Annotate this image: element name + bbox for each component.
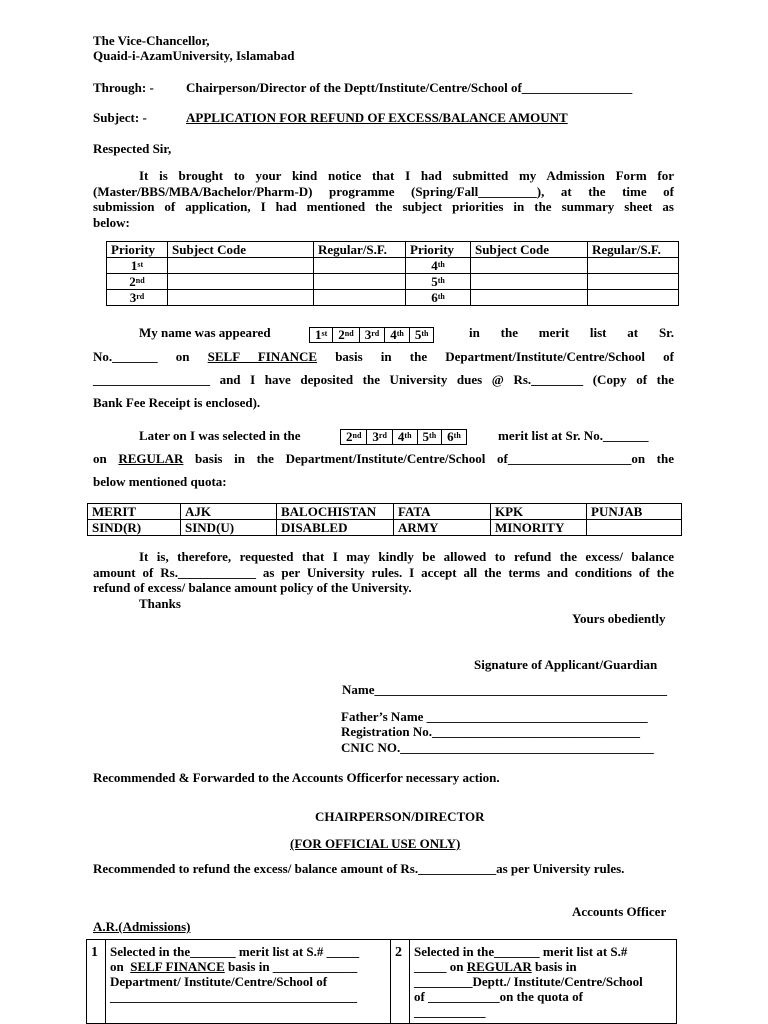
regular-sf-field[interactable]: [588, 290, 679, 306]
quota-cell[interactable]: AJK: [181, 504, 277, 520]
quota-cell[interactable]: MERIT: [88, 504, 181, 520]
row-number: 2: [391, 940, 410, 1024]
table-row: [107, 290, 679, 306]
regular-sf-field[interactable]: [588, 258, 679, 274]
request-paragraph: [93, 549, 674, 596]
signature-label: Signature of Applicant/Guardian: [474, 657, 658, 672]
cell-line: of ___________on the quota of: [414, 989, 584, 1004]
request-line-3: refund of excess/ balance amount policy of the University.: [93, 580, 412, 595]
thanks-text: Thanks: [139, 596, 181, 611]
header-cell: Subject Code: [168, 242, 314, 258]
request-line-2: amount of Rs.____________ as per University rules. I accept all the terms and conditions of the: [93, 564, 674, 580]
merit2-line-2: on REGULAR basis in the Department/Institute/Centre/School of___________________on the: [93, 451, 675, 466]
priority-cell: 1st: [107, 258, 168, 274]
merit-position-checkbox[interactable]: 4th: [392, 429, 418, 445]
merit1-prefix: My name was appeared: [139, 325, 271, 340]
regular-sf-field[interactable]: [314, 290, 406, 306]
table-row: [107, 274, 679, 290]
merit2-line-3: below mentioned quota:: [93, 474, 227, 489]
forward-text: Recommended & Forwarded to the Accounts Officerfor necessary action.: [93, 770, 500, 785]
merit-position-checkbox[interactable]: 3rd: [366, 429, 393, 445]
father-name-field[interactable]: Father’s Name __________________________________: [341, 709, 648, 724]
intro-line-4: below:: [93, 214, 130, 230]
cell-line: [110, 1004, 386, 1019]
yours-obediently: Yours obediently: [572, 611, 666, 626]
registration-field[interactable]: Registration No.________________________________: [341, 724, 640, 739]
official-selection-table: [86, 939, 677, 1024]
ar-admissions-title: A.R.(Admissions): [93, 919, 191, 934]
subject-code-field[interactable]: [168, 290, 314, 306]
cell-line: Selected in the_______ merit list at S.# _____: [110, 944, 360, 959]
intro-paragraph: [93, 168, 674, 230]
table-row: [88, 520, 682, 536]
merit1-line-3: __________________ and I have deposited the University dues @ Rs.________ (Copy of the: [93, 372, 674, 387]
quota-cell[interactable]: MINORITY: [491, 520, 587, 536]
table-row: [107, 258, 679, 274]
salutation: Respected Sir,: [93, 141, 172, 156]
quota-cell[interactable]: KPK: [491, 504, 587, 520]
through-label: Through: -: [93, 80, 154, 95]
cell-line: ______________________________________: [110, 989, 357, 1004]
quota-cell[interactable]: FATA: [394, 504, 491, 520]
header-cell: Priority: [107, 242, 168, 258]
priority-table-header: [107, 242, 679, 258]
intro-line-2: (Master/BBS/MBA/Bachelor/Pharm-D) programme (Spring/Fall_________), at the time of: [93, 183, 674, 199]
regular-sf-field[interactable]: [314, 274, 406, 290]
regular-sf-field[interactable]: [314, 258, 406, 274]
header-cell: Regular/S.F.: [314, 242, 406, 258]
quota-cell[interactable]: ARMY: [394, 520, 491, 536]
request-line-1: It is, therefore, requested that I may kindly be allowed to refund the excess/ balance: [139, 549, 674, 564]
subject-code-field[interactable]: [168, 258, 314, 274]
cell-line: _________Deptt./ Institute/Centre/School: [414, 974, 643, 989]
regular-selection-cell[interactable]: [410, 940, 677, 1024]
cell-line: Selected in the_______ merit list at S.#: [414, 944, 628, 959]
through-text: Chairperson/Director of the Deptt/Institute/Centre/School of_________________: [186, 80, 633, 95]
merit-position-checkbox[interactable]: 2nd: [332, 327, 359, 343]
row-number: 1: [87, 940, 106, 1024]
merit-position-checkbox[interactable]: 3rd: [359, 327, 386, 343]
header-cell: Subject Code: [471, 242, 588, 258]
merit-position-checkbox[interactable]: 4th: [384, 327, 410, 343]
priority-cell: 6th: [406, 290, 471, 306]
merit1-position-boxes: [309, 327, 433, 343]
chairperson-title: CHAIRPERSON/DIRECTOR: [315, 809, 485, 824]
official-use-heading: (FOR OFFICIAL USE ONLY): [290, 836, 461, 851]
self-finance-selection-cell[interactable]: [106, 940, 391, 1024]
merit2-suffix: merit list at Sr. No._______: [498, 428, 649, 443]
regular-sf-field[interactable]: [588, 274, 679, 290]
quota-cell[interactable]: PUNJAB: [587, 504, 682, 520]
name-field[interactable]: Name_____________________________________________: [342, 682, 667, 697]
subject-text: APPLICATION FOR REFUND OF EXCESS/BALANCE AMOUNT: [186, 110, 568, 125]
addressee-title: The Vice-Chancellor,: [93, 33, 210, 48]
merit2-position-boxes: [340, 429, 466, 445]
subject-code-field[interactable]: [471, 290, 588, 306]
subject-label: Subject: -: [93, 110, 147, 125]
header-cell: Priority: [406, 242, 471, 258]
quota-cell[interactable]: BALOCHISTAN: [277, 504, 394, 520]
quota-cell[interactable]: DISABLED: [277, 520, 394, 536]
cell-line: _____ on REGULAR basis in: [414, 959, 577, 974]
merit-position-checkbox[interactable]: 2nd: [340, 429, 367, 445]
quota-table: [87, 503, 682, 536]
priority-cell: 5th: [406, 274, 471, 290]
header-cell: Regular/S.F.: [588, 242, 679, 258]
cell-line: Department/ Institute/Centre/School of: [110, 974, 328, 989]
cell-line: ___________: [414, 1004, 486, 1019]
refund-recommend-text: Recommended to refund the excess/ balance amount of Rs.____________as per University rules.: [93, 861, 625, 876]
subject-code-field[interactable]: [168, 274, 314, 290]
priority-table: [106, 241, 679, 306]
subject-code-field[interactable]: [471, 274, 588, 290]
subject-code-field[interactable]: [471, 258, 588, 274]
accounts-officer-title: Accounts Officer: [572, 904, 667, 919]
quota-cell: [587, 520, 682, 536]
merit1-line-4: Bank Fee Receipt is enclosed).: [93, 395, 261, 410]
table-row: [88, 504, 682, 520]
merit2-prefix: Later on I was selected in the: [139, 428, 301, 443]
priority-cell: 4th: [406, 258, 471, 274]
cnic-field[interactable]: CNIC NO._______________________________________: [341, 740, 654, 755]
priority-cell: 3rd: [107, 290, 168, 306]
merit-position-checkbox[interactable]: 1st: [309, 327, 333, 343]
merit-position-checkbox[interactable]: 5th: [409, 327, 435, 343]
intro-line-1: It is brought to your kind notice that I had submitted my Admission Form for: [139, 168, 674, 183]
addressee-university: Quaid-i-AzamUniversity, Islamabad: [93, 48, 295, 63]
table-row: [87, 940, 677, 1024]
merit-position-checkbox[interactable]: 6th: [441, 429, 467, 445]
merit-position-checkbox[interactable]: 5th: [417, 429, 443, 445]
quota-cell[interactable]: SIND(R): [88, 520, 181, 536]
quota-cell[interactable]: SIND(U): [181, 520, 277, 536]
intro-line-3: submission of application, I had mentioned the subject priorities in the summary sheet as: [93, 199, 674, 214]
cell-line: on SELF FINANCE basis in _____________: [110, 959, 358, 974]
merit1-line-2: No._______ on SELF FINANCE basis in the Department/Institute/Centre/School of: [93, 349, 674, 364]
merit1-suffix: in the merit list at Sr.: [469, 325, 674, 340]
priority-cell: 2nd: [107, 274, 168, 290]
